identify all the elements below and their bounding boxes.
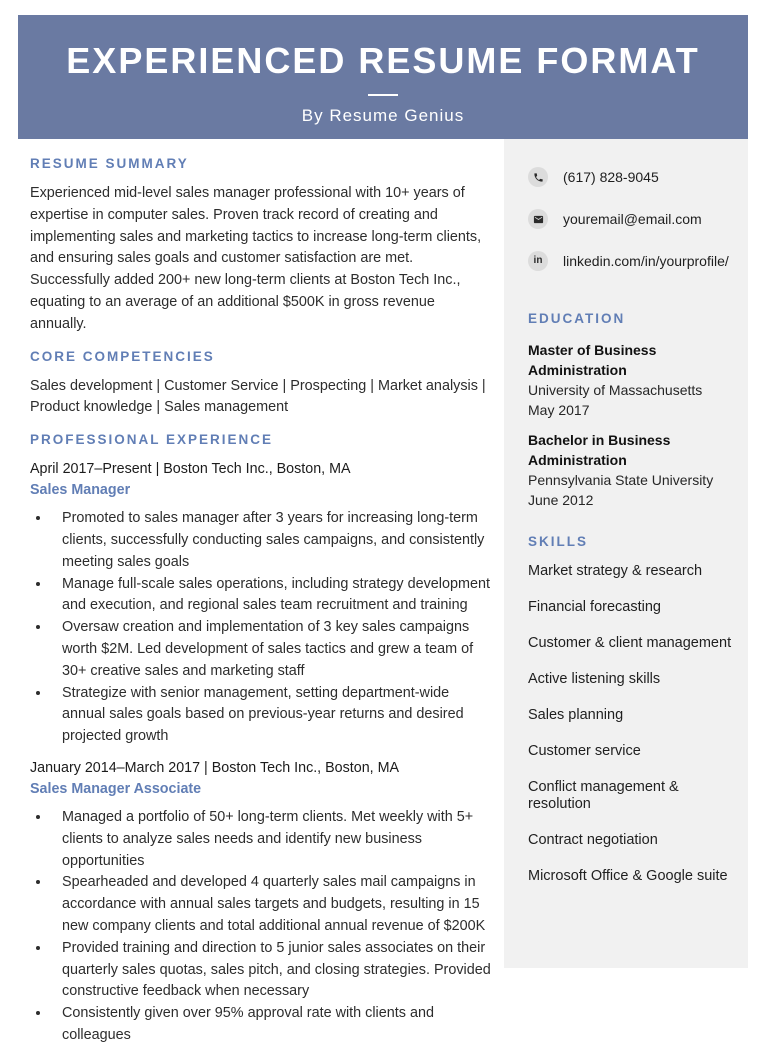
school-name: Pennsylvania State University (528, 472, 714, 488)
job-bullet: • Oversaw creation and implementation of 3 key sales campaigns worth $2M. Led development of sales tactics and grew a team of 30+ creative sales and marketing staff (51, 617, 494, 682)
skill-item: Market strategy & research (528, 563, 703, 579)
section-heading-education: EDUCATION (528, 311, 626, 326)
skill-item: Financial forecasting (528, 599, 661, 615)
email-address: youremail@email.com (563, 211, 702, 227)
phone-icon (528, 167, 548, 187)
main-column (30, 155, 494, 1054)
graduation-date: May 2017 (528, 402, 590, 418)
job-entry (30, 758, 494, 1047)
linkedin-url: linkedin.com/in/yourprofile/ (563, 253, 729, 269)
education-section (528, 311, 732, 510)
job-bullet: • Provided training and direction to 5 junior sales associates on their quarterly sales quotas, sales pitch, and closing strategies. Provided constructive feedback when necessary (51, 938, 494, 1003)
phone-number: (617) 828-9045 (563, 169, 659, 185)
section-heading-professional-experience: PROFESSIONAL EXPERIENCE (30, 432, 274, 448)
job-title: Sales Manager (30, 482, 131, 499)
contact-row-phone (528, 167, 732, 187)
skills-section (528, 534, 732, 885)
skill-item: Active listening skills (528, 671, 661, 687)
skill-item: Sales planning (528, 707, 624, 723)
degree-name: Master of Business Administration (528, 342, 657, 378)
job-entry (30, 459, 494, 748)
degree-name: Bachelor in Business Administration (528, 432, 671, 468)
skill-item: Customer service (528, 743, 641, 759)
job-bullet-list (30, 508, 494, 748)
education-entry (528, 340, 732, 420)
section-heading-resume-summary: RESUME SUMMARY (30, 156, 189, 171)
job-bullet: • Promoted to sales manager after 3 years for increasing long-term clients, successfully conducting sales campaigns, and consistently meeting sales goals (51, 508, 494, 573)
job-bullet: • Spearheaded and developed 4 quarterly sales mail campaigns in accordance with annual sales targets and budgets, resulting in 15 new company clients and total additional annual revenue of $200K (51, 872, 494, 937)
job-bullet: • Consistently given over 95% approval rate with clients and colleagues (51, 1003, 494, 1047)
page-subtitle: By Resume Genius (301, 105, 465, 125)
education-entry (528, 430, 732, 510)
job-bullet-list (30, 807, 494, 1047)
skill-item: Microsoft Office & Google suite (528, 868, 728, 884)
job-meta: April 2017–Present | Boston Tech Inc., Boston, MA (30, 461, 351, 478)
title-divider (368, 94, 398, 96)
resume-summary-text: Experienced mid-level sales manager professional with 10+ years of expertise in computer sales. Proven track record of creating and implementing sales and marketing tactics to increase long-term clients, and ensuring sales goals and customer satisfaction are met. Successfully added 200+ new long-term clients at Boston Tech Inc., equating to an average of an additional $500K in gross revenue annually. (30, 185, 482, 332)
core-competencies-text: Sales development | Customer Service | Prospecting | Market analysis | Product knowledge | Sales management (30, 377, 486, 416)
job-bullet: • Managed a portfolio of 50+ long-term clients. Met weekly with 5+ clients to analyze sales needs and identify new business opportunities (51, 807, 494, 872)
section-heading-skills: SKILLS (528, 534, 589, 549)
header-banner (18, 15, 748, 139)
job-meta: January 2014–March 2017 | Boston Tech Inc., Boston, MA (30, 759, 400, 776)
sidebar (504, 139, 748, 968)
contact-row-linkedin (528, 251, 732, 271)
job-title: Sales Manager Associate (30, 780, 202, 797)
skill-item: Contract negotiation (528, 832, 658, 848)
skill-item: Customer & client management (528, 635, 732, 651)
graduation-date: June 2012 (528, 492, 594, 508)
section-heading-core-competencies: CORE COMPETENCIES (30, 348, 215, 364)
school-name: University of Massachusetts (528, 382, 703, 398)
job-bullet: • Strategize with senior management, setting department-wide annual sales goals based on previous-year returns and desired projected growth (51, 683, 494, 748)
email-icon (528, 209, 548, 229)
job-bullet: • Manage full-scale sales operations, including strategy development and execution, and regional sales team recruitment and training (51, 574, 494, 618)
skill-item: Conflict management & resolution (528, 779, 679, 812)
contact-row-email (528, 209, 732, 229)
page-title: EXPERIENCED RESUME FORMAT (66, 40, 700, 81)
linkedin-icon: in (528, 251, 548, 271)
